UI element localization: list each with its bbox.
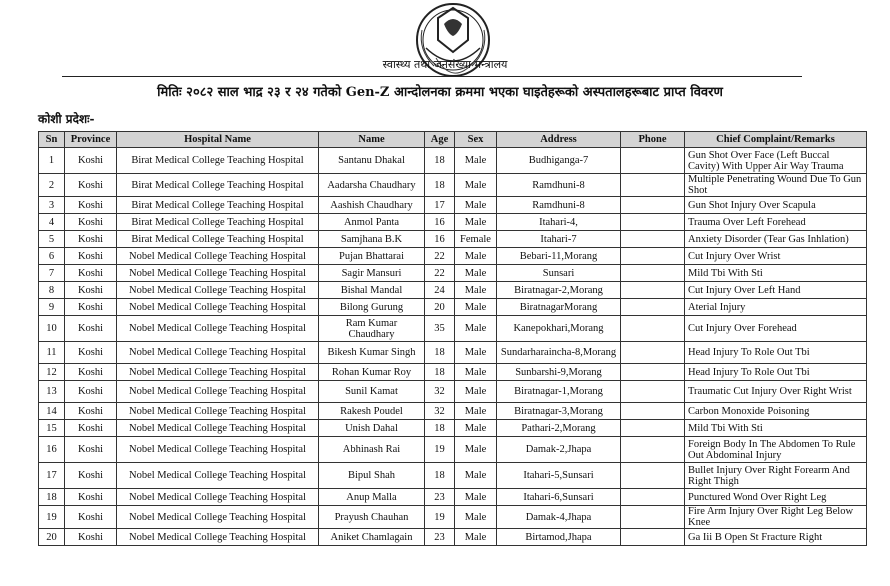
injured-list-table	[38, 131, 867, 546]
table-row	[39, 265, 867, 282]
col-address-cell: Sunsari	[497, 265, 621, 282]
col-hospital-cell: Birat Medical College Teaching Hospital	[117, 174, 319, 197]
table-row	[39, 231, 867, 248]
col-remarks-cell: Cut Injury Over Left Hand	[685, 282, 867, 299]
col-sn-cell: 5	[39, 231, 65, 248]
col-phone-cell	[621, 299, 685, 316]
col-sex-cell: Male	[455, 489, 497, 506]
col-name-cell: Pujan Bhattarai	[319, 248, 425, 265]
col-phone-cell	[621, 231, 685, 248]
col-remarks-cell: Bullet Injury Over Right Forearm And Right Thigh	[685, 463, 867, 489]
col-sn-cell: 6	[39, 248, 65, 265]
col-address-cell: Biratnagar-3,Morang	[497, 403, 621, 420]
col-remarks-cell: Trauma Over Left Forehead	[685, 214, 867, 231]
col-sn-cell: 8	[39, 282, 65, 299]
col-name-cell: Santanu Dhakal	[319, 148, 425, 174]
col-phone-cell	[621, 248, 685, 265]
col-age-cell: 18	[425, 463, 455, 489]
col-hospital-cell: Birat Medical College Teaching Hospital	[117, 214, 319, 231]
table-row	[39, 437, 867, 463]
col-address-cell: Itahari-4,	[497, 214, 621, 231]
col-address-cell: Damak-4,Jhapa	[497, 506, 621, 529]
col-age-cell: 22	[425, 248, 455, 265]
table-row	[39, 299, 867, 316]
col-address-cell: Budhiganga-7	[497, 148, 621, 174]
col-remarks-cell: Traumatic Cut Injury Over Right Wrist	[685, 381, 867, 403]
col-phone-cell	[621, 463, 685, 489]
col-province-cell: Koshi	[65, 197, 117, 214]
col-sn-cell: 12	[39, 364, 65, 381]
col-name-cell: Bikesh Kumar Singh	[319, 342, 425, 364]
col-address-cell: Kanepokhari,Morang	[497, 316, 621, 342]
col-phone-cell	[621, 316, 685, 342]
col-remarks-cell: Fire Arm Injury Over Right Leg Below Knee	[685, 506, 867, 529]
col-name-cell: Unish Dahal	[319, 420, 425, 437]
col-hospital-cell: Nobel Medical College Teaching Hospital	[117, 316, 319, 342]
table-row	[39, 214, 867, 231]
col-age-cell: 18	[425, 148, 455, 174]
col-age-cell: 20	[425, 299, 455, 316]
col-phone-cell	[621, 342, 685, 364]
table-row	[39, 489, 867, 506]
col-phone-cell	[621, 437, 685, 463]
col-sex-cell: Male	[455, 174, 497, 197]
col-remarks-cell: Head Injury To Role Out Tbi	[685, 364, 867, 381]
col-address-cell: Sunbarshi-9,Morang	[497, 364, 621, 381]
col-province-cell: Koshi	[65, 231, 117, 248]
col-phone-cell	[621, 282, 685, 299]
col-sn-cell: 16	[39, 437, 65, 463]
col-province-cell: Koshi	[65, 214, 117, 231]
col-sn-cell: 7	[39, 265, 65, 282]
col-province-cell: Koshi	[65, 364, 117, 381]
col-hospital-cell: Nobel Medical College Teaching Hospital	[117, 506, 319, 529]
col-hospital-cell: Birat Medical College Teaching Hospital	[117, 148, 319, 174]
col-sn-header: Sn	[39, 132, 65, 148]
table-header-row	[39, 132, 867, 148]
col-phone-header: Phone	[621, 132, 685, 148]
col-remarks-cell: Mild Tbi With Sti	[685, 265, 867, 282]
col-sex-cell: Male	[455, 282, 497, 299]
col-name-cell: Bipul Shah	[319, 463, 425, 489]
col-hospital-cell: Nobel Medical College Teaching Hospital	[117, 403, 319, 420]
col-phone-cell	[621, 265, 685, 282]
col-province-cell: Koshi	[65, 174, 117, 197]
col-name-cell: Aashish Chaudhary	[319, 197, 425, 214]
col-sn-cell: 14	[39, 403, 65, 420]
table-row	[39, 148, 867, 174]
col-sex-cell: Male	[455, 529, 497, 546]
col-name-cell: Bishal Mandal	[319, 282, 425, 299]
col-remarks-header: Chief Complaint/Remarks	[685, 132, 867, 148]
col-remarks-cell: Head Injury To Role Out Tbi	[685, 342, 867, 364]
col-address-cell: Sundarharaincha-8,Morang	[497, 342, 621, 364]
col-phone-cell	[621, 529, 685, 546]
col-province-cell: Koshi	[65, 342, 117, 364]
col-address-cell: Biratnagar-1,Morang	[497, 381, 621, 403]
col-province-cell: Koshi	[65, 463, 117, 489]
col-hospital-cell: Nobel Medical College Teaching Hospital	[117, 248, 319, 265]
col-address-cell: Ramdhuni-8	[497, 174, 621, 197]
col-name-cell: Prayush Chauhan	[319, 506, 425, 529]
table-row	[39, 364, 867, 381]
col-sn-cell: 19	[39, 506, 65, 529]
col-sex-cell: Male	[455, 420, 497, 437]
col-address-cell: Ramdhuni-8	[497, 197, 621, 214]
col-name-cell: Abhinash Rai	[319, 437, 425, 463]
col-sn-cell: 3	[39, 197, 65, 214]
col-province-cell: Koshi	[65, 403, 117, 420]
col-age-cell: 35	[425, 316, 455, 342]
col-hospital-cell: Nobel Medical College Teaching Hospital	[117, 381, 319, 403]
col-hospital-cell: Nobel Medical College Teaching Hospital	[117, 529, 319, 546]
table-row	[39, 506, 867, 529]
col-age-cell: 16	[425, 231, 455, 248]
col-hospital-cell: Nobel Medical College Teaching Hospital	[117, 299, 319, 316]
col-age-cell: 16	[425, 214, 455, 231]
table-row	[39, 403, 867, 420]
col-phone-cell	[621, 506, 685, 529]
col-age-header: Age	[425, 132, 455, 148]
col-age-cell: 24	[425, 282, 455, 299]
col-sn-cell: 18	[39, 489, 65, 506]
table-body	[39, 148, 867, 546]
table-row	[39, 316, 867, 342]
col-remarks-cell: Anxiety Disorder (Tear Gas Inhlation)	[685, 231, 867, 248]
col-sex-cell: Male	[455, 364, 497, 381]
col-phone-cell	[621, 420, 685, 437]
col-age-cell: 18	[425, 364, 455, 381]
document-title: मितिः २०८२ साल भाद्र २३ र २४ गतेको Gen-Z आन्दोलनका क्रममा भएका घाइतेहरूको अस्पतालहरूबाट प्राप्त विवरण	[157, 85, 723, 100]
col-name-cell: Anup Malla	[319, 489, 425, 506]
col-hospital-cell: Nobel Medical College Teaching Hospital	[117, 342, 319, 364]
col-province-cell: Koshi	[65, 316, 117, 342]
ministry-seal-stamp	[408, 0, 498, 88]
col-address-cell: Bebari-11,Morang	[497, 248, 621, 265]
col-age-cell: 32	[425, 403, 455, 420]
table-row	[39, 174, 867, 197]
col-sn-cell: 9	[39, 299, 65, 316]
col-address-cell: Itahari-5,Sunsari	[497, 463, 621, 489]
col-age-cell: 22	[425, 265, 455, 282]
col-address-cell: Birtamod,Jhapa	[497, 529, 621, 546]
table-row	[39, 420, 867, 437]
col-province-cell: Koshi	[65, 437, 117, 463]
col-age-cell: 23	[425, 489, 455, 506]
col-remarks-cell: Foreign Body In The Abdomen To Rule Out Abdominal Injury	[685, 437, 867, 463]
col-remarks-cell: Cut Injury Over Wrist	[685, 248, 867, 265]
col-province-cell: Koshi	[65, 248, 117, 265]
col-sex-cell: Male	[455, 148, 497, 174]
table-row	[39, 248, 867, 265]
col-remarks-cell: Cut Injury Over Forehead	[685, 316, 867, 342]
col-province-cell: Koshi	[65, 381, 117, 403]
col-sex-cell: Male	[455, 437, 497, 463]
col-sex-cell: Male	[455, 197, 497, 214]
col-province-cell: Koshi	[65, 506, 117, 529]
col-hospital-cell: Nobel Medical College Teaching Hospital	[117, 420, 319, 437]
col-sex-header: Sex	[455, 132, 497, 148]
col-phone-cell	[621, 197, 685, 214]
col-remarks-cell: Ga Iii B Open St Fracture Right	[685, 529, 867, 546]
col-province-cell: Koshi	[65, 148, 117, 174]
col-phone-cell	[621, 489, 685, 506]
col-province-cell: Koshi	[65, 282, 117, 299]
col-province-header: Province	[65, 132, 117, 148]
col-name-cell: Rakesh Poudel	[319, 403, 425, 420]
col-sn-cell: 1	[39, 148, 65, 174]
col-sex-cell: Male	[455, 403, 497, 420]
col-sex-cell: Male	[455, 214, 497, 231]
col-phone-cell	[621, 364, 685, 381]
col-hospital-cell: Nobel Medical College Teaching Hospital	[117, 463, 319, 489]
col-sex-cell: Male	[455, 506, 497, 529]
table-row	[39, 381, 867, 403]
col-phone-cell	[621, 148, 685, 174]
col-address-cell: Damak-2,Jhapa	[497, 437, 621, 463]
col-remarks-cell: Mild Tbi With Sti	[685, 420, 867, 437]
col-name-cell: Rohan Kumar Roy	[319, 364, 425, 381]
col-name-cell: Aadarsha Chaudhary	[319, 174, 425, 197]
col-name-header: Name	[319, 132, 425, 148]
col-phone-cell	[621, 381, 685, 403]
col-remarks-cell: Punctured Wond Over Right Leg	[685, 489, 867, 506]
col-name-cell: Aniket Chamlagain	[319, 529, 425, 546]
col-sex-cell: Male	[455, 316, 497, 342]
col-sn-cell: 10	[39, 316, 65, 342]
col-province-cell: Koshi	[65, 265, 117, 282]
table-row	[39, 529, 867, 546]
col-name-cell: Bilong Gurung	[319, 299, 425, 316]
col-age-cell: 18	[425, 174, 455, 197]
table-row	[39, 282, 867, 299]
col-sn-cell: 20	[39, 529, 65, 546]
col-age-cell: 18	[425, 342, 455, 364]
col-hospital-cell: Nobel Medical College Teaching Hospital	[117, 265, 319, 282]
col-name-cell: Anmol Panta	[319, 214, 425, 231]
col-sex-cell: Male	[455, 463, 497, 489]
col-sn-cell: 13	[39, 381, 65, 403]
col-remarks-cell: Multiple Penetrating Wound Due To Gun Shot	[685, 174, 867, 197]
col-hospital-cell: Nobel Medical College Teaching Hospital	[117, 437, 319, 463]
col-hospital-cell: Nobel Medical College Teaching Hospital	[117, 489, 319, 506]
col-province-cell: Koshi	[65, 489, 117, 506]
table-row	[39, 197, 867, 214]
col-hospital-header: Hospital Name	[117, 132, 319, 148]
col-hospital-cell: Nobel Medical College Teaching Hospital	[117, 364, 319, 381]
col-sn-cell: 2	[39, 174, 65, 197]
col-address-header: Address	[497, 132, 621, 148]
col-sex-cell: Male	[455, 381, 497, 403]
col-address-cell: Itahari-6,Sunsari	[497, 489, 621, 506]
col-address-cell: Pathari-2,Morang	[497, 420, 621, 437]
col-hospital-cell: Nobel Medical College Teaching Hospital	[117, 282, 319, 299]
col-age-cell: 18	[425, 420, 455, 437]
col-sex-cell: Male	[455, 248, 497, 265]
col-phone-cell	[621, 214, 685, 231]
col-province-cell: Koshi	[65, 529, 117, 546]
col-sn-cell: 11	[39, 342, 65, 364]
col-address-cell: Biratnagar-2,Morang	[497, 282, 621, 299]
col-sn-cell: 15	[39, 420, 65, 437]
col-sex-cell: Female	[455, 231, 497, 248]
col-remarks-cell: Aterial Injury	[685, 299, 867, 316]
col-age-cell: 17	[425, 197, 455, 214]
col-sn-cell: 4	[39, 214, 65, 231]
col-name-cell: Samjhana B.K	[319, 231, 425, 248]
col-age-cell: 19	[425, 506, 455, 529]
header-divider	[62, 76, 802, 77]
table-row	[39, 342, 867, 364]
col-sex-cell: Male	[455, 342, 497, 364]
col-phone-cell	[621, 174, 685, 197]
col-sex-cell: Male	[455, 299, 497, 316]
province-heading: कोशी प्रदेशः-	[38, 112, 95, 126]
ministry-name: स्वास्थ्य तथा जनसंख्या मन्त्रालय	[382, 58, 508, 71]
col-remarks-cell: Gun Shot Over Face (Left Buccal Cavity) With Upper Air Way Trauma	[685, 148, 867, 174]
col-age-cell: 19	[425, 437, 455, 463]
col-remarks-cell: Gun Shot Injury Over Scapula	[685, 197, 867, 214]
col-age-cell: 32	[425, 381, 455, 403]
col-name-cell: Ram Kumar Chaudhary	[319, 316, 425, 342]
col-address-cell: Itahari-7	[497, 231, 621, 248]
col-sn-cell: 17	[39, 463, 65, 489]
col-name-cell: Sunil Kamat	[319, 381, 425, 403]
col-age-cell: 23	[425, 529, 455, 546]
col-province-cell: Koshi	[65, 299, 117, 316]
col-address-cell: BiratnagarMorang	[497, 299, 621, 316]
col-phone-cell	[621, 403, 685, 420]
col-province-cell: Koshi	[65, 420, 117, 437]
col-hospital-cell: Birat Medical College Teaching Hospital	[117, 197, 319, 214]
col-name-cell: Sagir Mansuri	[319, 265, 425, 282]
col-remarks-cell: Carbon Monoxide Poisoning	[685, 403, 867, 420]
col-hospital-cell: Birat Medical College Teaching Hospital	[117, 231, 319, 248]
col-sex-cell: Male	[455, 265, 497, 282]
table-row	[39, 463, 867, 489]
